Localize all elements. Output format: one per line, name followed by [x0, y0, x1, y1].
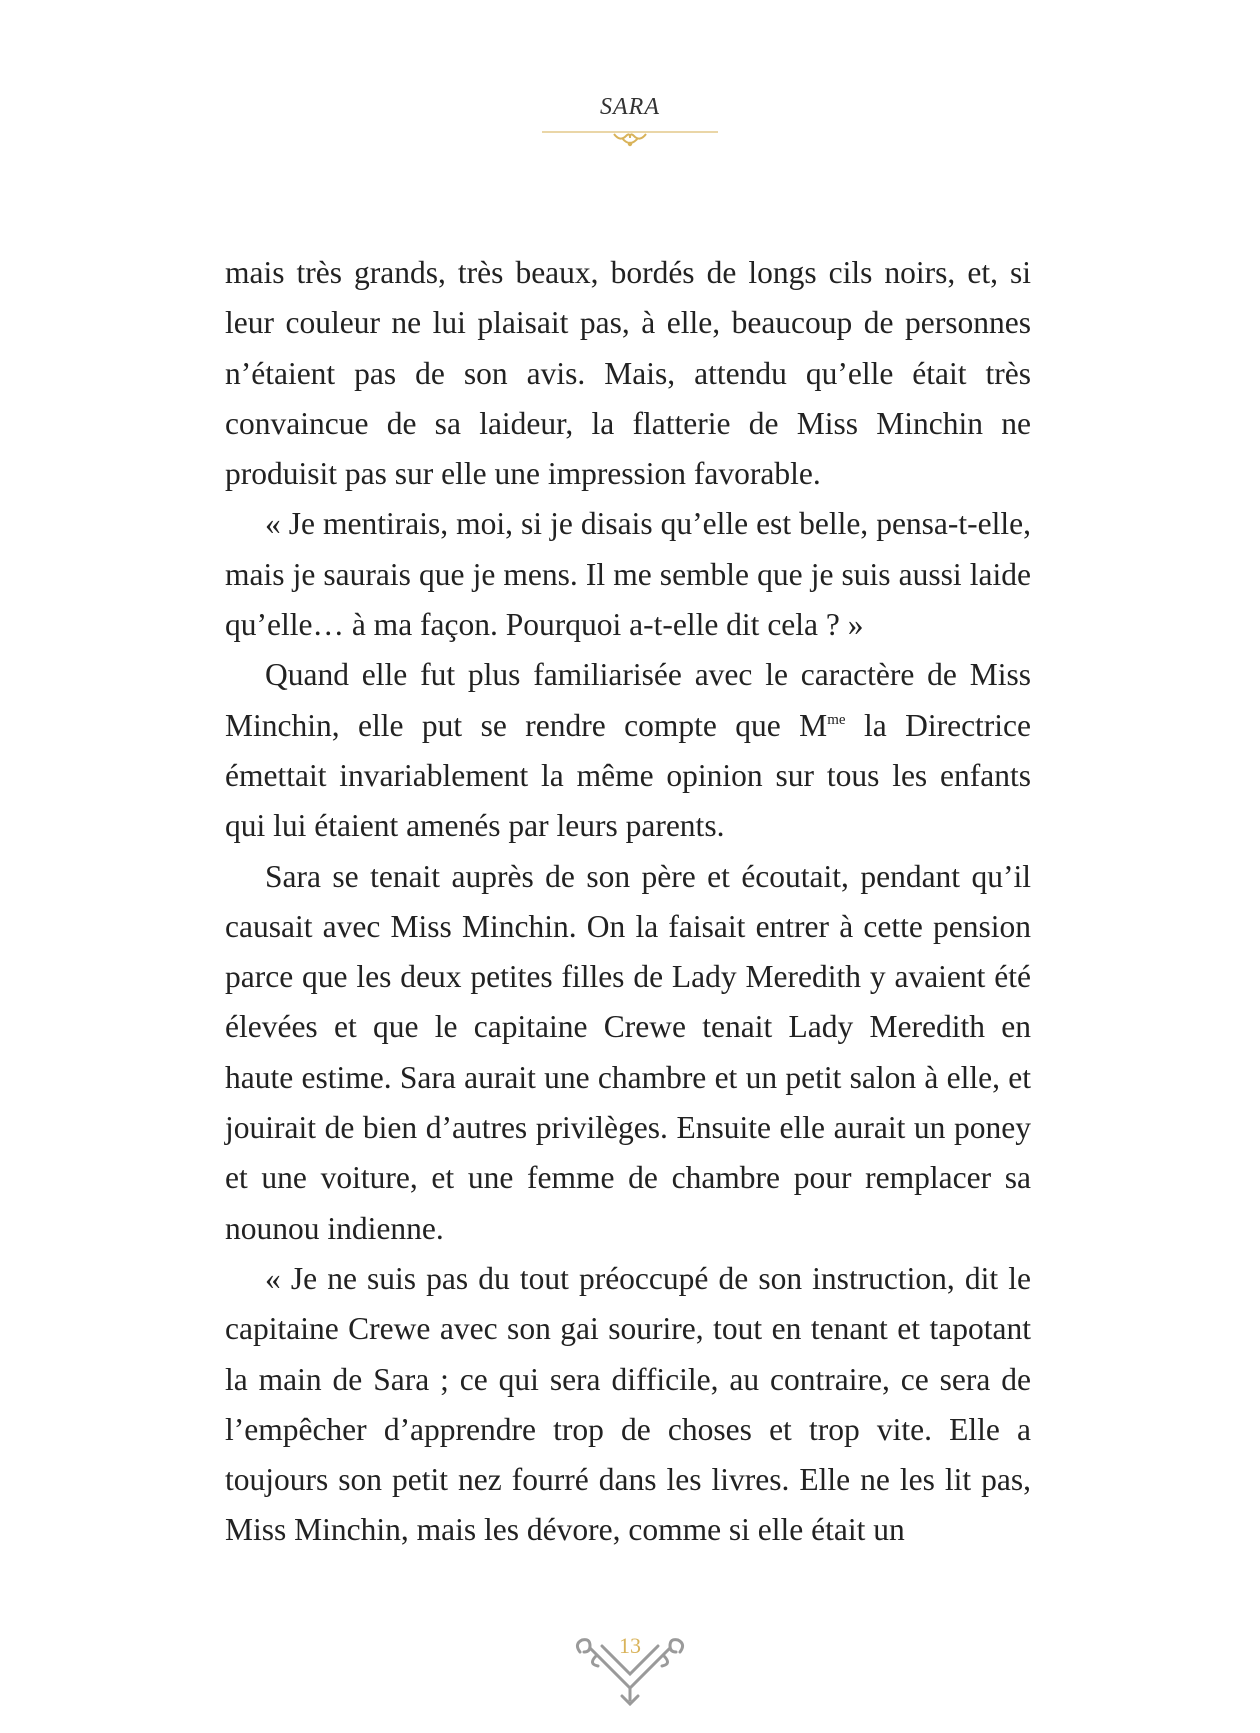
paragraph-4: Sara se tenait auprès de son père et écoutait, pendant qu’il causait avec Miss Minchin. On la faisait entrer à cette pension parce que les deux petites filles de Lady Meredith y avaient été élevées et que le capitaine Crewe tenait Lady Meredith en haute estime. Sara aurait une chambre et un petit salon à elle, et jouirait de bien d’autres privilèges. Ensuite elle aurait un poney et une voiture, et une femme de chambre pour remplacer sa nounou indienne.: [225, 858, 1031, 1246]
paragraph-3: [225, 650, 1031, 851]
superscript-me: me: [827, 711, 846, 728]
paragraph-3-part-1: Quand elle fut plus familiarisée avec le caractère de Miss Minchin, elle put se rendre compte que M: [225, 657, 1031, 743]
main-text-block: [225, 248, 1031, 1556]
paragraph-1: mais très grands, très beaux, bordés de longs cils noirs, et, si leur couleur ne lui plaisait pas, à elle, beaucoup de personnes n’étaient pas de son avis. Mais, attendu qu’elle était très convaincue de sa laideur, la flatterie de Miss Minchin ne produisit pas sur elle une impression favorable.: [225, 255, 1031, 492]
running-title: SARA: [600, 94, 660, 120]
gold-flourish-rule-icon: [540, 126, 720, 150]
paragraph-5: « Je ne suis pas du tout préoccupé de son instruction, dit le capitaine Crewe avec son gai sourire, tout en tenant et tapotant la main de Sara ; ce qui sera difficile, au contraire, ce sera de l’empêcher d’apprendre trop de choses et trop vite. Elle a toujours son petit nez fourré dans les livres. Elle ne les lit pas, Miss Minchin, mais les dévore, comme si elle était un: [225, 1260, 1031, 1548]
page-number: 13: [619, 1633, 641, 1658]
paragraph-2: « Je mentirais, moi, si je disais qu’elle est belle, pensa-t-elle, mais je saurais que je mens. Il me semble que je suis aussi laide qu’elle… à ma façon. Pourquoi a-t-elle dit cela ? »: [225, 506, 1031, 643]
paragraph-3-part-2: la Directrice émettait invariablement la même opinion sur tous les enfants qui lui étaient amenés par leurs parents.: [225, 707, 1031, 844]
